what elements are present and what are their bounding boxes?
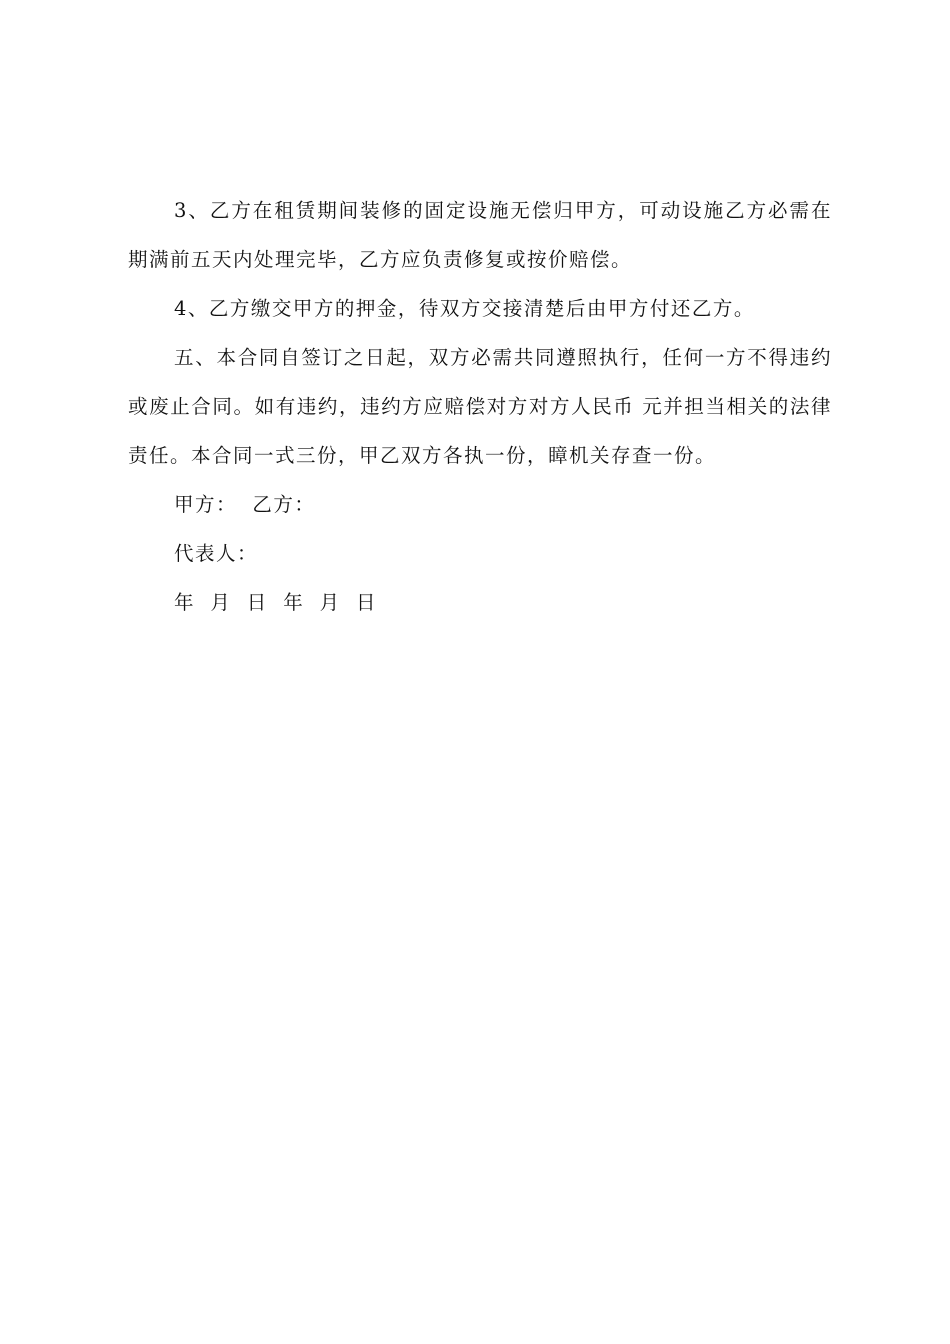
parties-line: 甲方： 乙方： xyxy=(174,493,316,516)
section-5-paragraph: 五、本合同自签订之日起，双方必需共同遵照执行，任何一方不得违约或废止合同。如有违约，违约方应赔偿对方对方人民币 元并担当相关的法律责任。本合同一式三份，甲乙双方各执一份，瞕机关存查一份。 xyxy=(128,346,832,467)
clause-3-paragraph: 3、乙方在租赁期间装修的固定设施无偿归甲方，可动设施乙方必需在期满前五天内处理完毕，乙方应负责修复或按价赔偿。 xyxy=(128,199,832,271)
clause-4-paragraph: 4、乙方缴交甲方的押金，待双方交接清楚后由甲方付还乙方。 xyxy=(174,297,755,320)
document-body xyxy=(128,186,832,627)
representative-line: 代表人： xyxy=(174,542,259,565)
date-line: 年 月 日 年 月 日 xyxy=(174,591,377,614)
